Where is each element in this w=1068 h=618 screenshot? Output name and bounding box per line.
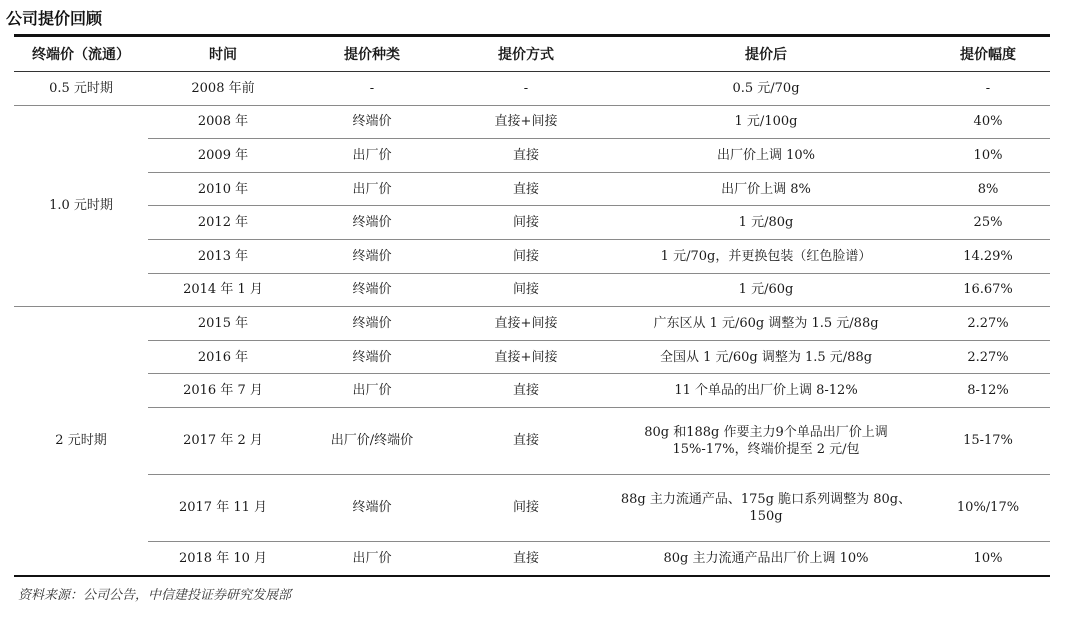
cell-range: 10%/17% bbox=[926, 474, 1050, 541]
cell-type: 终端价 bbox=[298, 239, 446, 273]
cell-method: - bbox=[446, 72, 606, 106]
header-increase-range: 提价幅度 bbox=[926, 36, 1050, 72]
cell-after: 出厂价上调 10% bbox=[606, 139, 926, 173]
cell-time: 2017 年 11 月 bbox=[148, 474, 298, 541]
cell-time: 2017 年 2 月 bbox=[148, 407, 298, 474]
cell-after: 1 元/100g bbox=[606, 105, 926, 139]
cell-after: 80g 主力流通产品出厂价上调 10% bbox=[606, 541, 926, 575]
cell-time: 2008 年 bbox=[148, 105, 298, 139]
cell-method: 直接 bbox=[446, 541, 606, 575]
table-row bbox=[14, 72, 1050, 106]
cell-method: 直接 bbox=[446, 139, 606, 173]
cell-range: 40% bbox=[926, 105, 1050, 139]
header-time: 时间 bbox=[148, 36, 298, 72]
cell-after: 全国从 1 元/60g 调整为 1.5 元/88g bbox=[606, 340, 926, 374]
cell-type: 终端价 bbox=[298, 474, 446, 541]
cell-after: 1 元/80g bbox=[606, 206, 926, 240]
cell-after: 11 个单品的出厂价上调 8-12% bbox=[606, 374, 926, 408]
cell-type: 出厂价/终端价 bbox=[298, 407, 446, 474]
cell-time: 2008 年前 bbox=[148, 72, 298, 106]
cell-after: 0.5 元/70g bbox=[606, 72, 926, 106]
table-row bbox=[14, 374, 1050, 408]
table-row bbox=[14, 139, 1050, 173]
cell-after: 88g 主力流通产品、175g 脆口系列调整为 80g、150g bbox=[606, 474, 926, 541]
cell-type: 终端价 bbox=[298, 105, 446, 139]
cell-method: 直接 bbox=[446, 172, 606, 206]
cell-method: 间接 bbox=[446, 474, 606, 541]
cell-range: 10% bbox=[926, 541, 1050, 575]
cell-range: 25% bbox=[926, 206, 1050, 240]
cell-range: 8-12% bbox=[926, 374, 1050, 408]
table-row bbox=[14, 172, 1050, 206]
cell-type: 出厂价 bbox=[298, 172, 446, 206]
cell-type: 终端价 bbox=[298, 340, 446, 374]
cell-method: 直接 bbox=[446, 374, 606, 408]
cell-range: 16.67% bbox=[926, 273, 1050, 307]
table-row bbox=[14, 273, 1050, 307]
cell-type: 终端价 bbox=[298, 206, 446, 240]
cell-time: 2015 年 bbox=[148, 307, 298, 341]
cell-after: 1 元/70g，并更换包装（红色脸谱） bbox=[606, 239, 926, 273]
cell-range: 15-17% bbox=[926, 407, 1050, 474]
cell-time: 2009 年 bbox=[148, 139, 298, 173]
cell-range: 10% bbox=[926, 139, 1050, 173]
header-increase-type: 提价种类 bbox=[298, 36, 446, 72]
cell-range: 8% bbox=[926, 172, 1050, 206]
table-row bbox=[14, 541, 1050, 575]
header-increase-method: 提价方式 bbox=[446, 36, 606, 72]
cell-time: 2010 年 bbox=[148, 172, 298, 206]
header-row bbox=[14, 36, 1050, 72]
cell-method: 直接+间接 bbox=[446, 105, 606, 139]
cell-method: 间接 bbox=[446, 206, 606, 240]
header-after-increase: 提价后 bbox=[606, 36, 926, 72]
cell-time: 2016 年 7 月 bbox=[148, 374, 298, 408]
cell-range: - bbox=[926, 72, 1050, 106]
cell-after: 80g 和188g 作要主力9个单品出厂价上调 15%-17%，终端价提至 2 元/包 bbox=[606, 407, 926, 474]
cell-time: 2016 年 bbox=[148, 340, 298, 374]
cell-after: 广东区从 1 元/60g 调整为 1.5 元/88g bbox=[606, 307, 926, 341]
cell-method: 直接+间接 bbox=[446, 340, 606, 374]
cell-range: 2.27% bbox=[926, 340, 1050, 374]
cell-range: 2.27% bbox=[926, 307, 1050, 341]
table-row bbox=[14, 474, 1050, 541]
cell-type: 出厂价 bbox=[298, 541, 446, 575]
table-row bbox=[14, 239, 1050, 273]
cell-time: 2013 年 bbox=[148, 239, 298, 273]
cell-time: 2014 年 1 月 bbox=[148, 273, 298, 307]
cell-method: 直接+间接 bbox=[446, 307, 606, 341]
table-row bbox=[14, 340, 1050, 374]
table-row bbox=[14, 105, 1050, 139]
cell-time: 2012 年 bbox=[148, 206, 298, 240]
cell-after: 1 元/60g bbox=[606, 273, 926, 307]
table-title: 公司提价回顾 bbox=[6, 9, 103, 28]
cell-type: 终端价 bbox=[298, 273, 446, 307]
cell-type: 终端价 bbox=[298, 307, 446, 341]
price-increase-table bbox=[14, 34, 1050, 577]
cell-after: 出厂价上调 8% bbox=[606, 172, 926, 206]
cell-range: 14.29% bbox=[926, 239, 1050, 273]
table-row bbox=[14, 407, 1050, 474]
table-row bbox=[14, 206, 1050, 240]
header-terminal-price: 终端价（流通） bbox=[14, 36, 148, 72]
period-label: 1.0 元时期 bbox=[14, 105, 148, 307]
cell-method: 直接 bbox=[446, 407, 606, 474]
cell-method: 间接 bbox=[446, 239, 606, 273]
cell-type: 出厂价 bbox=[298, 374, 446, 408]
cell-type: 出厂价 bbox=[298, 139, 446, 173]
table-row bbox=[14, 307, 1050, 341]
period-label: 2 元时期 bbox=[14, 307, 148, 576]
cell-type: - bbox=[298, 72, 446, 106]
cell-time: 2018 年 10 月 bbox=[148, 541, 298, 575]
cell-method: 间接 bbox=[446, 273, 606, 307]
source-note: 资料来源：公司公告，中信建投证券研究发展部 bbox=[18, 588, 292, 603]
period-label: 0.5 元时期 bbox=[14, 72, 148, 106]
